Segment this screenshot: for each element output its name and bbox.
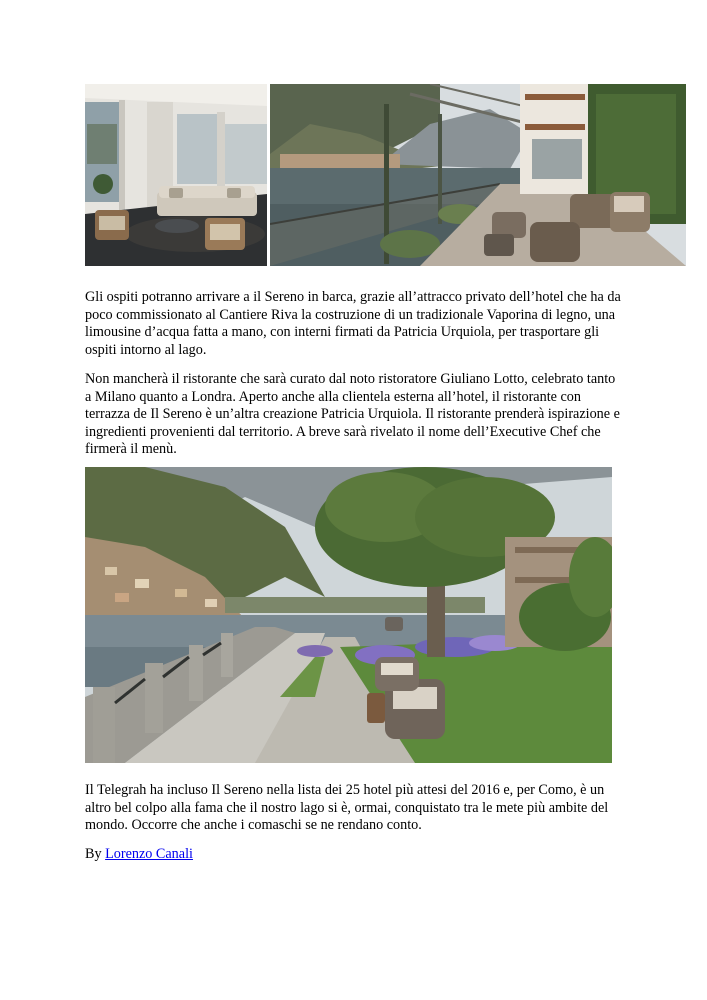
paragraph-telegraph-list: Il Telegrah ha incluso Il Sereno nella lista dei 25 hotel più attesi del 2016 e, per Como, è un altro bel colpo alla fama che il nostro lago si è, ormai, conquistato tra le mete più ambite del mondo. Occorre che anche i comaschi se ne rendano conto. bbox=[85, 782, 609, 834]
byline-prefix: By bbox=[85, 846, 102, 862]
paragraph-arrival-by-boat: Gli ospiti potranno arrivare a il Sereno in barca, grazie all’attracco privato dell’hotel che ha da poco commissionato al Cantiere Riva la costruzione di un tradizionale Vaporina di legno, una limousine d’acqua fatta a mano, con interni firmati da Patricia Urquiola, per trasportare gli ospiti intorno al lago. bbox=[85, 289, 621, 358]
byline bbox=[85, 846, 193, 863]
lake-terrace-photo bbox=[270, 84, 686, 266]
interior-lounge-photo bbox=[85, 84, 267, 266]
author-link[interactable]: Lorenzo Canali bbox=[105, 846, 193, 862]
lakeside-garden-photo bbox=[85, 467, 612, 763]
paragraph-restaurant: Non mancherà il ristorante che sarà curato dal noto ristoratore Giuliano Lotto, celebrato tanto a Milano quanto a Londra. Aperto anche alla clientela esterna all’hotel, il ristorante con terrazza de Il Sereno è un’altra creazione Patricia Urquiola. Il ristorante prenderà ispirazione e ingredienti provenienti dal territorio. A breve sarà rivelato il nome dell’Executive Chef che firmerà il menù. bbox=[85, 371, 620, 458]
